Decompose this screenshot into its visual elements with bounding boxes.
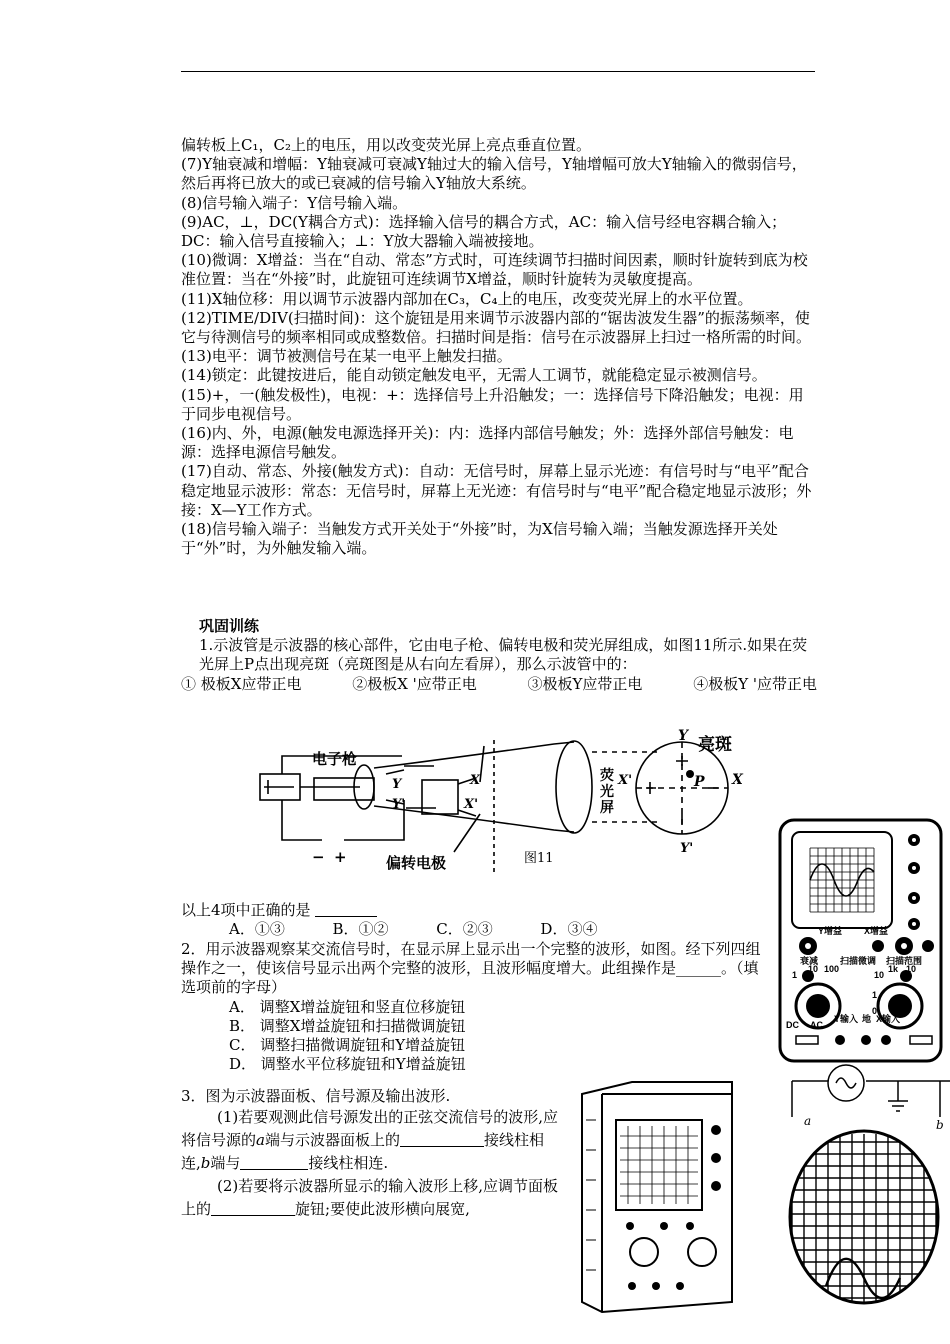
waveform-screen [786,1128,942,1306]
panel-label: 1 [872,990,878,1000]
panel-label: X增益 [864,926,889,936]
q2-stem: 2．用示波器观察某交流信号时，在显示屏上显示出一个完整的波形，如图。经下列四组操作之一，使该信号显示出两个完整的波形，且波形幅度增大。此组操作是______。（填选项前的字母） [181,940,761,997]
paragraph: (8)信号输入端子：Y信号输入端。 [181,193,408,212]
panel-label: 100 [824,964,840,974]
signal-source-diagram [786,1063,950,1129]
wire-label-a: a [804,1114,812,1128]
label-screen-1: 荧 [600,768,614,784]
q2-option: B． 调整X增益旋钮和扫描微调旋钮 [229,1016,466,1035]
label-screen-2: 光 [600,784,614,800]
q2-option: A． 调整X增益旋钮和竖直位移旋钮 [229,997,466,1016]
paragraph: (14)锁定：此键按进后，能自动锁定触发电平，无需人工调节，就能稳定显示被测信号。 [181,366,767,385]
q2-option: C． 调整扫描微调旋钮和Y增益旋钮 [229,1036,466,1055]
answer-blank[interactable] [211,1200,295,1216]
q1-choice: ③极板Y应带正电 [527,674,643,693]
oscilloscope-drawing [572,1080,772,1315]
label-x: X [470,773,481,788]
exercise-block [181,617,817,694]
q1-options: A．①③ B．①② C．②③ D．③④ [229,920,598,939]
figure-caption: 图11 [524,851,554,866]
panel-label: 0 [872,1006,878,1016]
q3-part2: (2)若要将示波器所显示的输入波形上移,应调节面板上的 旋钮;要使此波形横向展宽, [181,1177,559,1218]
panel-label: DC [786,1020,799,1030]
panel-label: 衰减 [800,956,819,966]
answer-blank[interactable] [400,1131,484,1147]
screen-label-xp: X' [618,773,633,788]
paragraph: (17)自动、常态、外接(触发方式)：自动：无信号时，屏幕上显示光迹：有信号时与“电平”配合稳定地显示波形：常态：无信号时，屏幕上无光迹：有信号时与“电平”配合稳定地显示波形；外接：X—Y工作方式。 [181,462,812,519]
paragraph: (16)内、外，电源(触发电源选择开关)：内：选择内部信号触发；外：选择外部信号触发：电源：选择电源信号触发。 [181,424,794,462]
panel-label: 地 [862,1014,872,1024]
bright-spot [686,770,694,778]
panel-label: 1k [888,964,899,974]
label-minus: − [312,848,325,866]
panel-label: 扫描微调 [840,956,877,966]
q1-stem: 1.示波管是示波器的核心部件，它由电子枪、偏转电极和荧光屏组成，如图11所示.如果在荧光屏上P点出现亮斑（亮斑图是从右向左看屏），那么示波管中的： [199,636,808,674]
panel-label: AC [810,1020,823,1030]
paragraph: (15)+，一(触发极性)，电视：+：选择信号上升沿触发；一：选择信号下降沿触发；电视：用于同步电视信号。 [181,385,804,423]
panel-label: X输入 [876,1014,901,1024]
panel-label: 扫描范围 [886,956,923,966]
panel-label: 1 [792,970,798,980]
answer-blank[interactable] [315,901,377,917]
paragraph: (9)AC，⊥，DC(Y耦合方式)：选择输入信号的耦合方式，AC：输入信号经电容耦合输入；DC：输入信号直接输入；⊥：Y放大器输入端被接地。 [181,212,787,251]
paragraph: (18)信号输入端子：当触发方式开关处于“外接”时，为X信号输入端；当触发源选择开关处于“外”时，为外触发输入端。 [181,520,778,558]
paragraph: 偏转板上C₁，C₂上的电压，用以改变荧光屏上亮点垂直位置。 [181,136,591,154]
explanation-block [181,136,817,558]
panel-label: Y增益 [818,926,843,936]
q1-choice: ④极板Y '应带正电 [693,674,817,693]
answer-blank[interactable] [240,1154,308,1170]
crt-diagram [254,722,774,882]
label-y: Y [392,777,402,792]
screen-label-x: X [732,772,743,788]
label-plus: + [334,848,347,866]
screen-label-y: Y [678,728,688,744]
q1-answers [181,901,817,939]
paragraph: (11)X轴位移：用以调节示波器内部加在C₃，C₄上的电压，改变荧光屏上的水平位置。 [181,289,753,308]
label-gun: 电子枪 [312,751,358,768]
paragraph: (10)微调：X增益：当在“自动、常态”方式时，可连续调节扫描时间因素，顺时针旋转到底为校准位置：当在“外接”时，此旋钮可连续调节X增益，顺时针旋转为灵敏度提高。 [181,251,808,289]
label-xp: X' [464,797,479,812]
paragraph: (7)Y轴衰减和增幅：Y轴衰减可衰减Y轴过大的输入信号，Y轴增幅可放大Y轴输入的微弱信号，然后再将已放大的或已衰减的信号输入Y轴放大系统。 [181,155,807,193]
panel-label: 10 [874,970,885,980]
header-rule [181,71,815,72]
q2-option: D． 调整水平位移旋钮和Y增益旋钮 [229,1055,466,1074]
paragraph: (12)TIME/DIV(扫描时间)：这个旋钮是用来调节示波器内部的“锯齿波发生器”的振荡频率，使它与待测信号的频率相同或成整数倍。扫描时间是指：信号在示波器屏上扫过一格所需的时间。 [181,308,812,347]
label-spot: 亮斑 [698,735,732,754]
q2-block [181,940,769,1074]
oscilloscope-panel-diagram [778,818,943,1063]
q3-stem: 3．图为示波器面板、信号源及输出波形. [181,1087,451,1105]
q1-tail: 以上4项中正确的是 [181,901,817,920]
paragraph: (13)电平：调节被测信号在某一电平上触发扫描。 [181,347,512,366]
wire-label-b: b [936,1118,944,1129]
screen-label-p: P [694,774,705,790]
label-screen-3: 屏 [600,800,614,816]
section-heading: 巩固训练 [199,617,260,635]
q1-choices [181,675,817,694]
q1-choice: ① 极板X应带正电 [181,674,302,693]
panel-label: Y输入 [834,1014,859,1024]
panel-label: 10 [808,964,819,974]
label-yp: Y' [392,797,406,812]
panel-label: 10 [906,964,917,974]
q3-block [181,1087,559,1221]
q1-choice: ②极板X '应带正电 [352,674,477,693]
q3-part1: (1)若要观测此信号源发出的正弦交流信号的波形,应将信号源的a端与示波器面板上的 接线柱相连,b端与 接线柱相连. [181,1108,559,1172]
screen-label-yp: Y' [680,841,694,856]
label-deflect: 偏转电极 [386,855,447,872]
